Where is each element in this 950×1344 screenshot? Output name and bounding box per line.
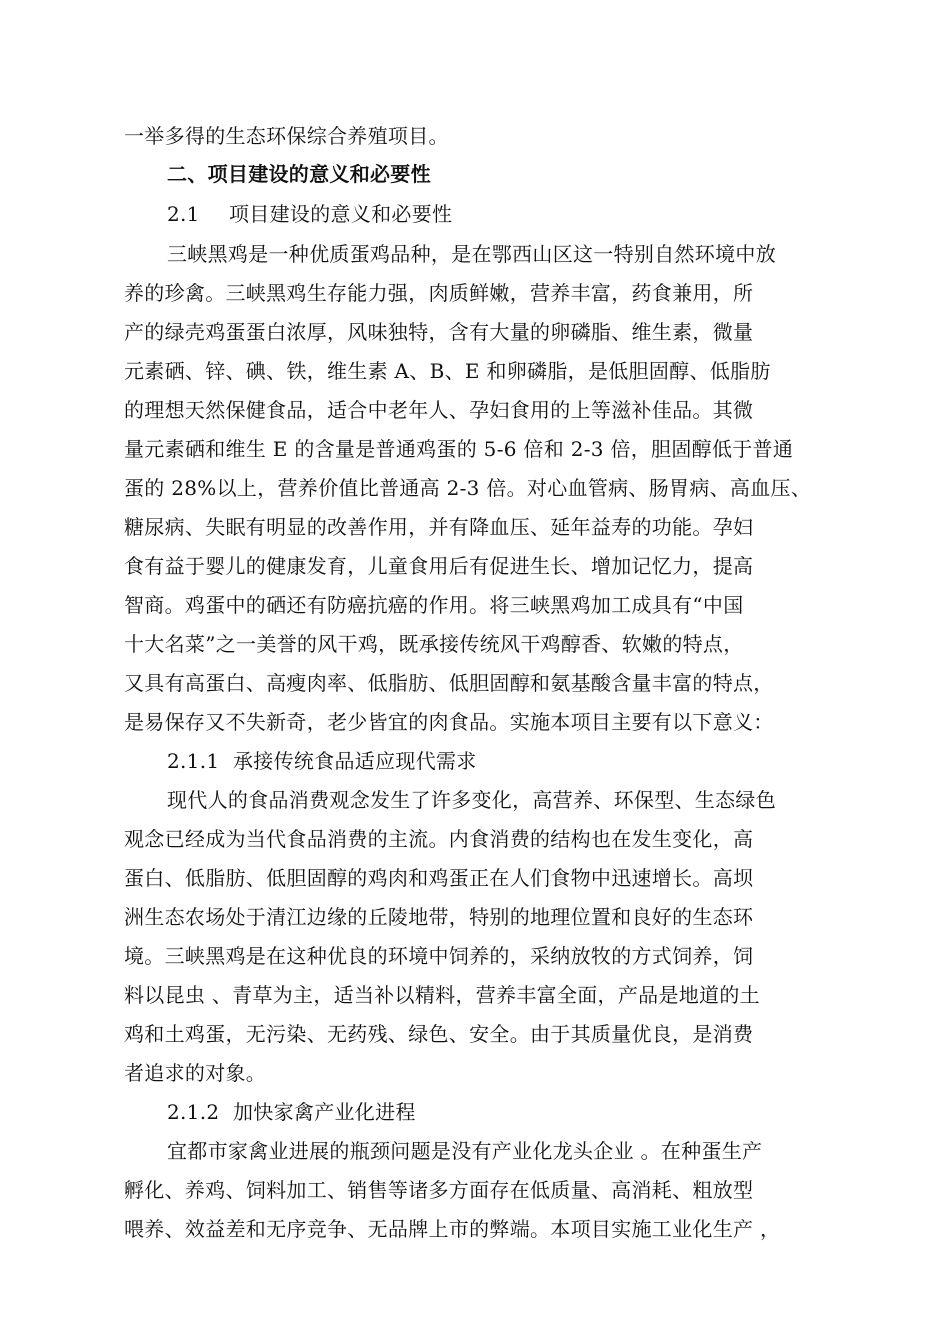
body-text-line: 产的绿壳鸡蛋蛋白浓厚，风味独特，含有大量的卵磷脂、维生素，微量: [124, 320, 754, 344]
body-text-line: 料以昆虫 、青草为主，适当补以精料，营养丰富全面，产品是地道的土: [124, 983, 760, 1007]
body-text-line: 元素硒、锌、碘、铁，维生素 A、B、E 和卵磷脂，是低胆固醇、低脂肪: [124, 359, 771, 383]
heading-text: 承接传统食品适应现代需求: [233, 749, 477, 773]
body-text-line: 洲生态农场处于清江边缘的丘陵地带，特别的地理位置和良好的生态环: [124, 905, 754, 929]
subsection-heading-2-1-1: [167, 746, 854, 776]
body-text-line: 宜都市家禽业进展的瓶颈问题是没有产业化龙头企业 。在种蛋生产: [167, 1139, 763, 1163]
subsection-heading-2-1-2: [167, 1097, 854, 1127]
heading-number: 2.1.1: [167, 749, 220, 773]
heading-number: 2.1: [167, 202, 200, 226]
body-text-line: 者追求的对象。: [124, 1061, 267, 1085]
heading-text: 项目建设的意义和必要性: [229, 202, 453, 226]
body-text-line: 糖尿病、失眠有明显的改善作用，并有降血压、延年益寿的功能。孕妇: [124, 515, 754, 539]
body-text-line: 十大名菜”之一美誉的风干鸡，既承接传统风干鸡醇香、软嫩的特点，: [124, 632, 744, 656]
body-text-line: 量元素硒和维生 E 的含量是普通鸡蛋的 5-6 倍和 2-3 倍，胆固醇低于普通: [124, 437, 794, 461]
heading-text: 加快家禽产业化进程: [233, 1100, 416, 1124]
body-text-line: 蛋白、低脂肪、低胆固醇的鸡肉和鸡蛋正在人们食物中迅速增长。高坝: [124, 866, 754, 890]
body-text-line: 一举多得的生态环保综合养殖项目。: [124, 124, 449, 148]
body-text-line: 孵化、养鸡、饲料加工、销售等诸多方面存在低质量、高消耗、粗放型: [124, 1178, 754, 1202]
body-text-line: 现代人的食品消费观念发生了许多变化，高营养、环保型、生态绿色: [167, 788, 776, 812]
heading-number: 2.1.2: [167, 1100, 220, 1124]
body-text-line: 智商。鸡蛋中的硒还有防癌抗癌的作用。将三峡黑鸡加工成具有“中国: [124, 593, 744, 617]
body-text-line: 喂养、效益差和无序竞争、无品牌上市的弊端。本项目实施工业化生产 ，: [124, 1217, 781, 1241]
body-text-line: 养的珍禽。三峡黑鸡生存能力强，肉质鲜嫩，营养丰富，药食兼用，所: [124, 281, 754, 305]
body-text-line: 蛋的 28%以上，营养价值比普通高 2-3 倍。对心血管病、肠胃病、高血压、: [124, 476, 812, 500]
body-text-line: 鸡和土鸡蛋，无污染、无药残、绿色、安全。由于其质量优良，是消费: [124, 1022, 754, 1046]
section-heading: 二、项目建设的意义和必要性: [167, 162, 431, 186]
subsection-heading-2-1: [167, 199, 854, 229]
body-text-line: 食有益于婴儿的健康发育，儿童食用后有促进生长、增加记忆力，提高: [124, 554, 754, 578]
body-text-line: 又具有高蛋白、高瘦肉率、低脂肪、低胆固醇和氨基酸含量丰富的特点，: [124, 671, 774, 695]
body-text-line: 的理想天然保健食品，适合中老年人、孕妇食用的上等滋补佳品。其微: [124, 398, 754, 422]
body-text-line: 三峡黑鸡是一种优质蛋鸡品种，是在鄂西山区这一特别自然环境中放: [167, 242, 776, 266]
body-text-line: 境。三峡黑鸡是在这种优良的环境中饲养的，采纳放牧的方式饲养，饲: [124, 944, 754, 968]
body-text-line: 是易保存又不失新奇，老少皆宜的肉食品。实施本项目主要有以下意义：: [124, 710, 774, 734]
body-text-line: 观念已经成为当代食品消费的主流。内食消费的结构也在发生变化，高: [124, 827, 754, 851]
